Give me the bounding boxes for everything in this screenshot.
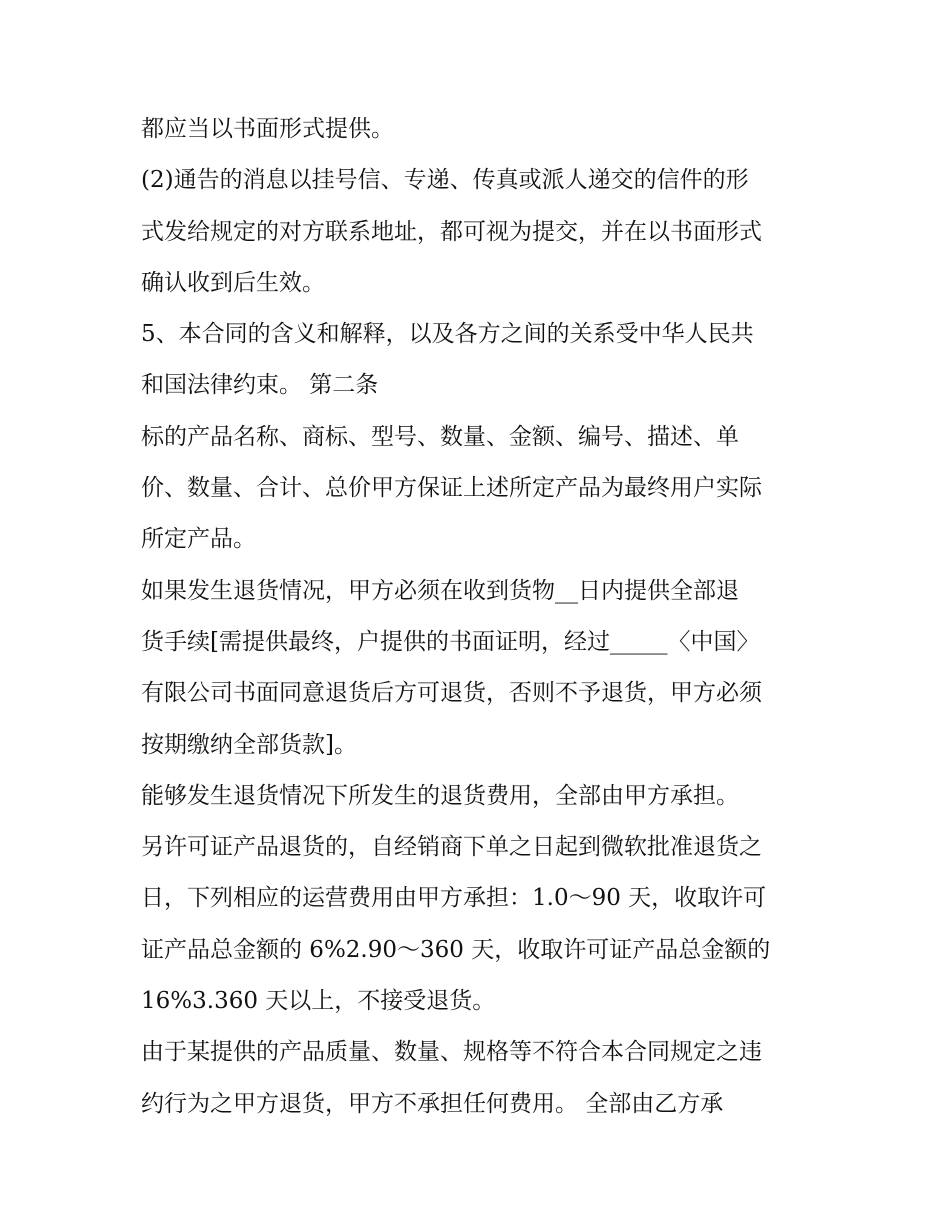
text-line: 另许可证产品退货的，自经销商下单之日起到微软批准退货之 xyxy=(141,834,762,861)
text-line: 所定产品。 xyxy=(141,526,256,553)
text-line: 16%3.360 天以上，不接受退货。 xyxy=(141,988,496,1015)
document-body xyxy=(141,108,821,1134)
text-line: 5、本合同的含义和解释，以及各方之间的关系受中华人民共 xyxy=(141,321,754,348)
text-line: 有限公司书面同意退货后方可退货，否则不予退货，甲方必须 xyxy=(141,680,762,707)
text-line: 都应当以书面形式提供。 xyxy=(141,116,394,142)
text-line: 货手续[需提供最终，户提供的书面证明，经过_____〈中国〉 xyxy=(141,628,760,655)
text-line: 约行为之甲方退货，甲方不承担任何费用。 全部由乙方承 xyxy=(141,1090,724,1117)
text-line: 确认收到后生效。 xyxy=(141,269,325,296)
text-line: 证产品总金额的 6%2.90～360 天，收取许可证产品总金额的 xyxy=(141,936,771,963)
text-line: 由于某提供的产品质量、数量、规格等不符合本合同规定之违 xyxy=(141,1039,762,1066)
text-line: 按期缴纳全部货款]。 xyxy=(141,731,357,758)
text-line: 价、数量、合计、总价甲方保证上述所定产品为最终用户实际 xyxy=(141,475,762,502)
text-line: 如果发生退货情况，甲方必须在收到货物__日内提供全部退 xyxy=(141,577,739,604)
text-line: (2)通告的消息以挂号信、专递、传真或派人递交的信件的形 xyxy=(141,167,749,194)
text-line: 能够发生退货情况下所发生的退货费用，全部由甲方承担。 xyxy=(141,782,739,809)
text-line: 式发给规定的对方联系地址，都可视为提交，并在以书面形式 xyxy=(141,218,762,245)
text-line: 和国法律约束。 第二条 xyxy=(141,372,379,399)
text-line: 日，下列相应的运营费用由甲方承担：1.0～90 天，收取许可 xyxy=(141,885,767,912)
text-line: 标的产品名称、商标、型号、数量、金额、编号、描述、单 xyxy=(141,423,739,450)
